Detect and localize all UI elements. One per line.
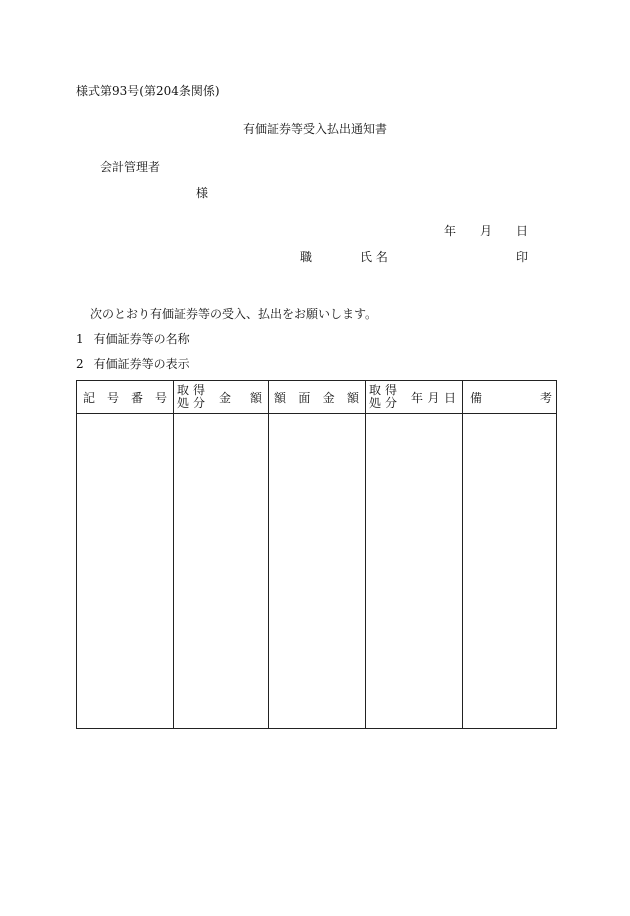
item-2 <box>76 357 190 371</box>
recipient-honorific: 様 <box>196 186 209 200</box>
header-char: 番 <box>130 390 143 405</box>
column-divider <box>173 381 174 728</box>
header-char: 月 <box>427 390 440 405</box>
header-char: 日 <box>443 390 456 405</box>
column-divider <box>268 381 269 728</box>
signature-seal-label: 印 <box>516 250 529 264</box>
header-acquisition-amount <box>173 381 268 413</box>
request-statement: 次のとおり有価証券等の受入、払出をお願いします。 <box>90 307 378 321</box>
header-char: 記 <box>83 390 96 405</box>
header-char: 号 <box>106 390 119 405</box>
header-stack <box>177 384 209 410</box>
column-divider <box>365 381 366 728</box>
signature-name-label: 氏 名 <box>360 250 388 264</box>
header-char: 考 <box>539 390 552 405</box>
header-acquisition-date <box>365 381 462 413</box>
item-text: 有価証券等の名称 <box>93 332 190 346</box>
header-stack-bottom: 処分 <box>369 396 402 410</box>
header-char: 額 <box>346 390 359 405</box>
header-char: 金 <box>322 390 335 405</box>
header-char: 年 <box>411 390 424 405</box>
header-divider <box>77 413 556 414</box>
date-year-label: 年 <box>444 224 457 238</box>
header-stack-top: 取得 <box>177 383 210 397</box>
column-divider <box>462 381 463 728</box>
header-stack-top: 取得 <box>369 383 402 397</box>
item-text: 有価証券等の表示 <box>93 357 190 371</box>
signature-position-label: 職 <box>300 250 313 264</box>
item-1 <box>76 332 190 346</box>
header-remarks <box>462 381 558 413</box>
item-number: 2 <box>76 357 84 371</box>
header-serial-number <box>77 381 173 413</box>
date-month-label: 月 <box>480 224 493 238</box>
header-char: 金 <box>219 390 232 405</box>
header-char: 備 <box>470 390 483 405</box>
header-stack-bottom: 処分 <box>177 396 210 410</box>
securities-table <box>76 380 557 729</box>
header-stack <box>369 384 401 410</box>
header-rest <box>407 389 458 406</box>
date-day-label: 日 <box>516 224 529 238</box>
recipient-title: 会計管理者 <box>100 160 161 174</box>
header-char: 額 <box>274 390 287 405</box>
document-title: 有価証券等受入払出通知書 <box>242 122 387 136</box>
header-char: 面 <box>298 390 311 405</box>
header-char: 号 <box>154 390 167 405</box>
header-rest <box>215 389 264 406</box>
form-number-label: 様式第93号(第204条関係) <box>76 84 220 98</box>
header-char: 額 <box>249 390 262 405</box>
header-face-value <box>268 381 365 413</box>
item-number: 1 <box>76 332 84 346</box>
